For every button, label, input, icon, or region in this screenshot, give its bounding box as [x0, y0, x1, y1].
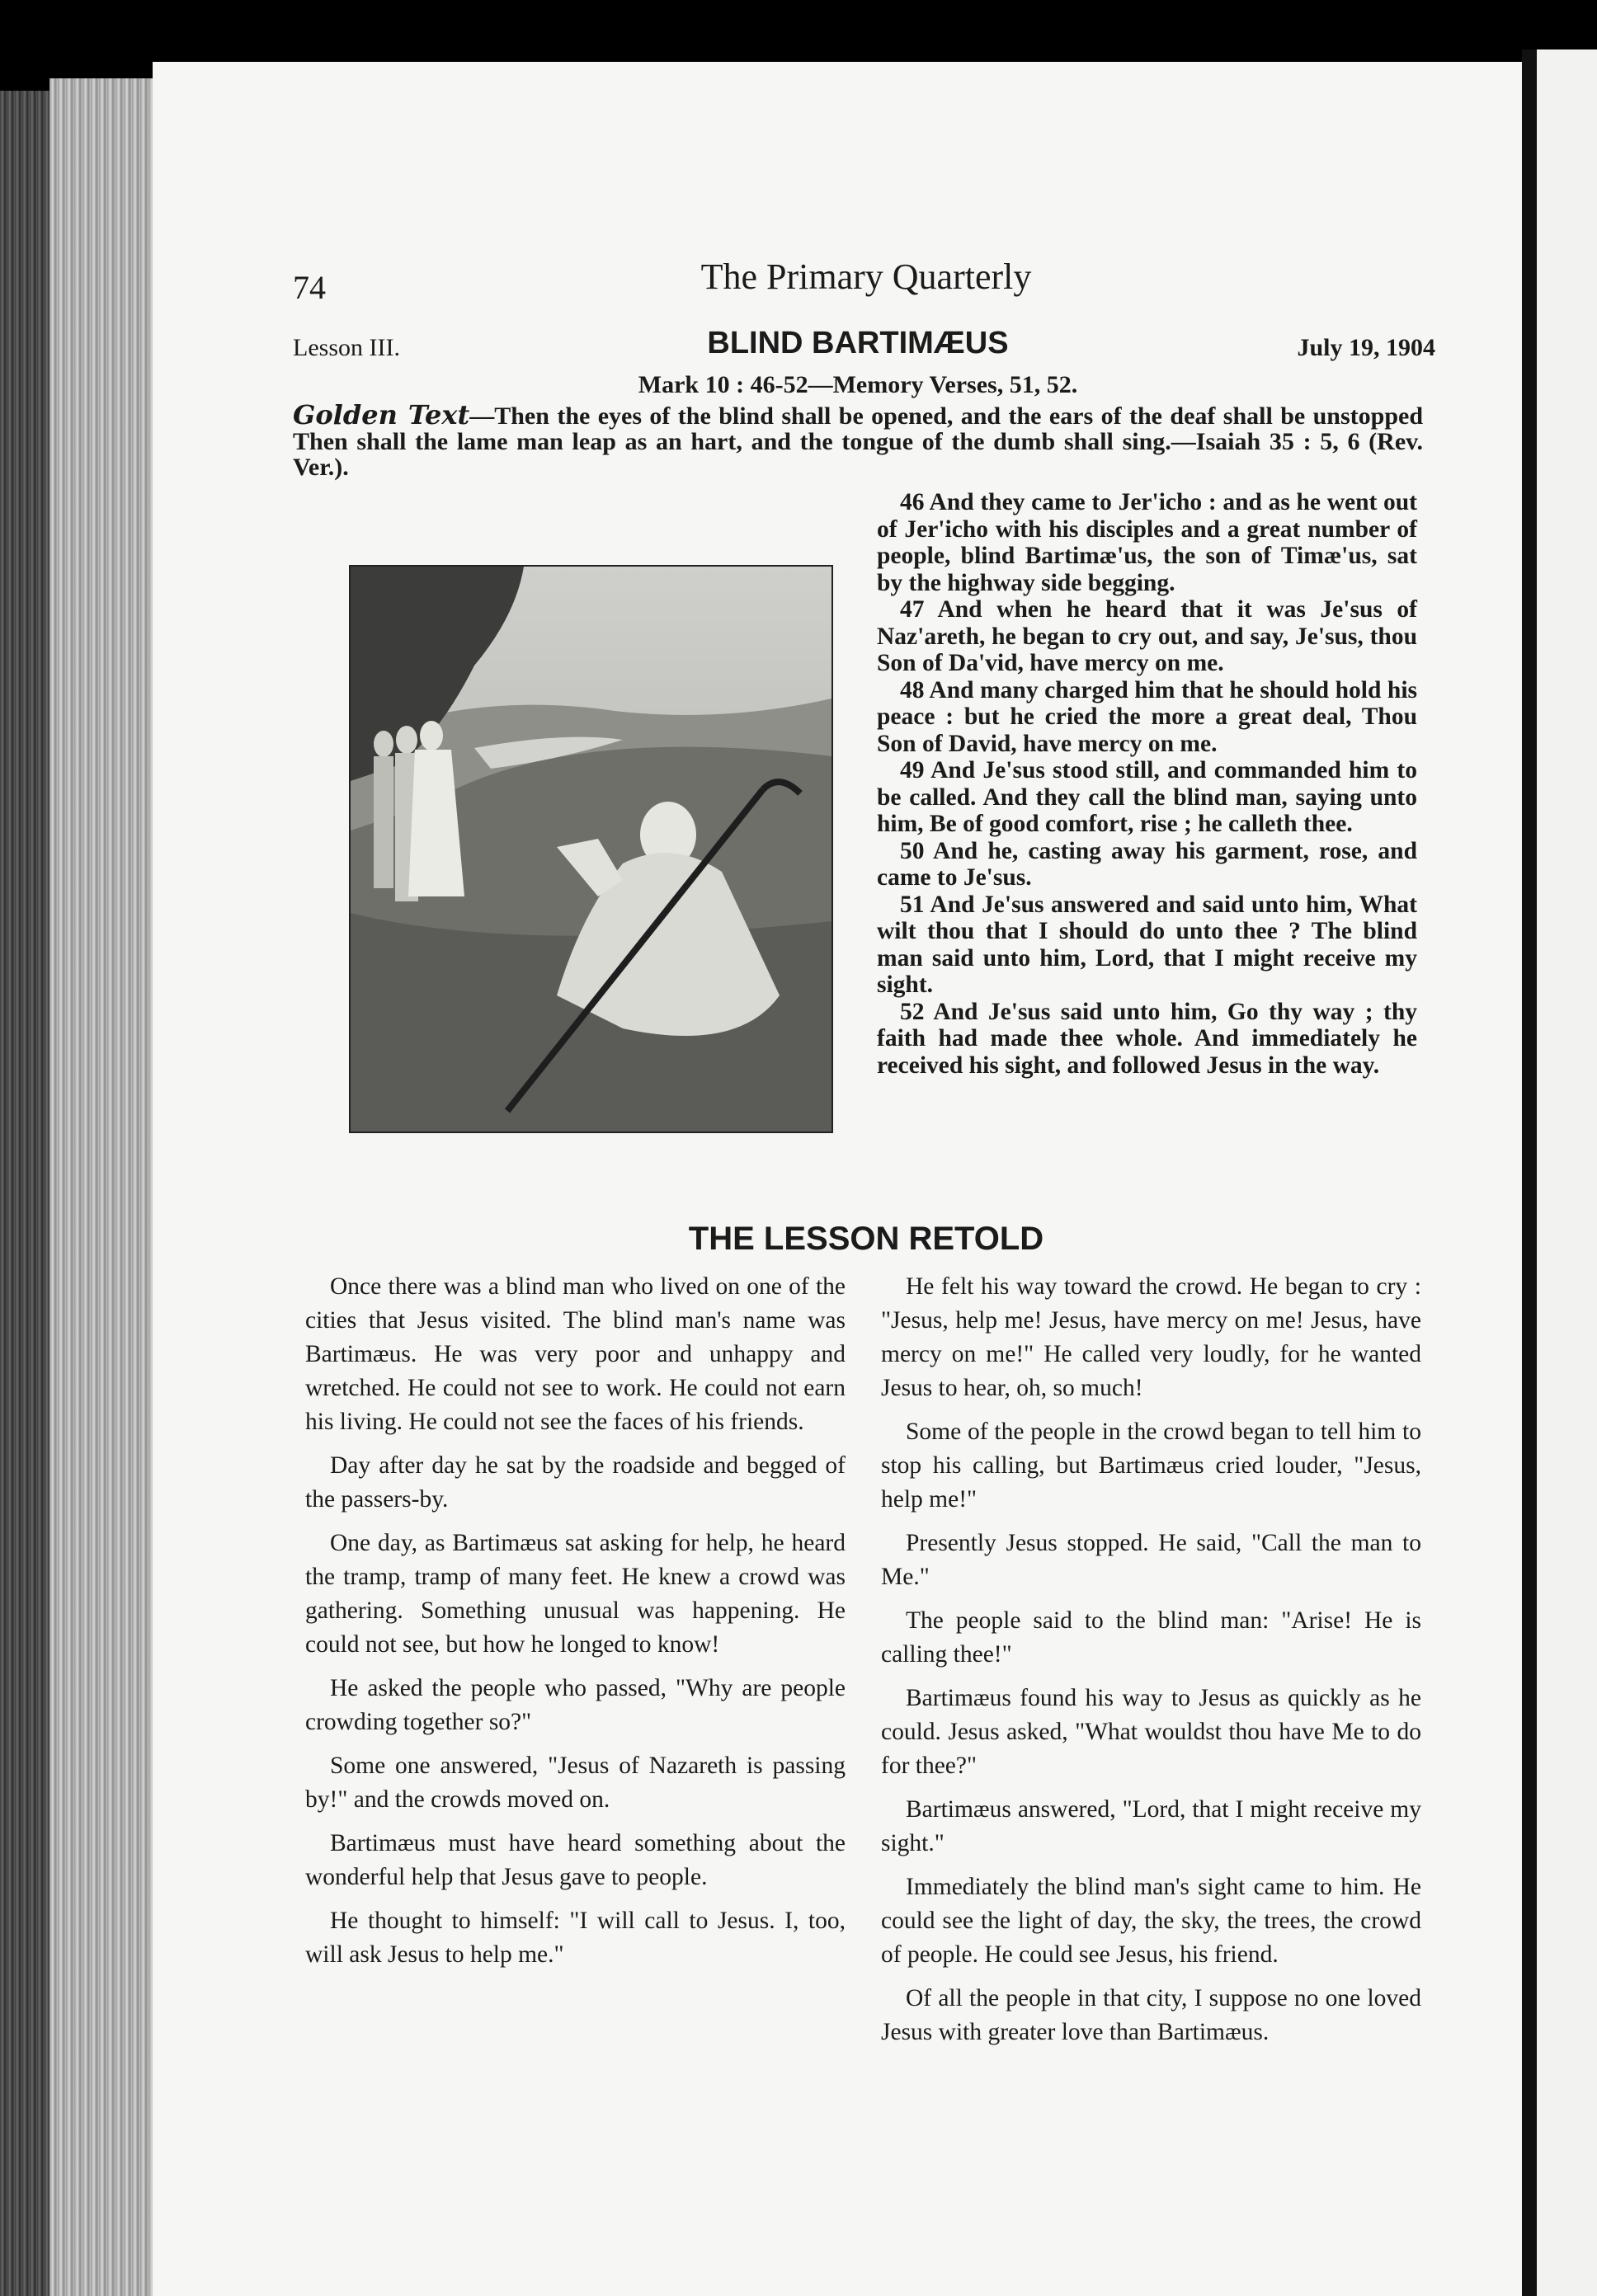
retold-paragraph: Bartimæus found his way to Jesus as quickly as he could. Jesus asked, "What wouldst thou have Me to do for thee?"	[881, 1685, 1421, 1779]
scripture-reference: Mark 10 : 46-52—Memory Verses, 51, 52.	[638, 371, 1078, 398]
lesson-title: BLIND BARTIMÆUS	[707, 326, 1009, 360]
retold-paragraph: The people said to the blind man: "Arise! He is calling thee!"	[881, 1607, 1421, 1668]
retold-paragraph: Some of the people in the crowd began to tell him to stop his calling, but Bartimæus cried louder, "Jesus, help me!"	[881, 1419, 1421, 1513]
facing-page-edge	[1537, 49, 1597, 2296]
golden-text	[293, 399, 1423, 481]
verse-49: 49 And Je'sus stood still, and commanded him to be called. And they call the blind man, saying unto him, Be of good comfort, rise ; he calleth thee.	[877, 757, 1417, 837]
lesson-label: Lesson III.	[293, 334, 400, 361]
verse-46: 46 And they came to Jer'icho : and as he went out of Jer'icho with his disciples and a great number of people, blind Bartimæ'us, the son of Timæ'us, sat by the highway side begging.	[877, 489, 1417, 596]
retold-paragraph: He felt his way toward the crowd. He began to cry : "Jesus, help me! Jesus, have mercy on me! Jesus, have mercy on me!" He called very loudly, for he wanted Jesus to hear, oh, so much!	[881, 1273, 1421, 1401]
verse-47: 47 And when he heard that it was Je'sus of Naz'areth, he began to cry out, and say, Je'sus, thou Son of Da'vid, have mercy on me.	[877, 596, 1417, 676]
golden-text-body: —Then the eyes of the blind shall be opened, and the ears of the deaf shall be unstopped Then shall the lame man leap as an hart, and the tongue of the dumb shall sing.—Isaiah 35 : 5, 6 (Rev. Ver.).	[293, 402, 1423, 481]
retold-paragraph: Bartimæus must have heard something about the wonderful help that Jesus gave to people.	[305, 1830, 846, 1890]
retold-left-column	[305, 1270, 846, 1982]
retold-paragraph: Presently Jesus stopped. He said, "Call the man to Me."	[881, 1530, 1421, 1590]
illustration-drawing	[351, 567, 831, 1132]
retold-paragraph: He thought to himself: "I will call to Jesus. I, too, will ask Jesus to help me."	[305, 1908, 846, 1968]
retold-paragraph: Day after day he sat by the roadside and begged of the passers-by.	[305, 1452, 846, 1513]
golden-text-label: Golden Text	[293, 399, 470, 430]
retold-paragraph: Of all the people in that city, I suppose no one loved Jesus with greater love than Bartimæus.	[881, 1985, 1421, 2045]
retold-paragraph: Some one answered, "Jesus of Nazareth is passing by!" and the crowds moved on.	[305, 1753, 846, 1813]
retold-paragraph: Once there was a blind man who lived on one of the cities that Jesus visited. The blind man's name was Bartimæus. He was very poor and unhappy and wretched. He could not see to work. He could not earn his living. He could not see the faces of his friends.	[305, 1273, 846, 1435]
running-title: The Primary Quarterly	[700, 256, 1032, 297]
verse-51: 51 And Je'sus answered and said unto him, What wilt thou that I should do unto thee ? The blind man said unto him, Lord, that I might receive my sight.	[877, 891, 1417, 998]
binding-gutter	[1522, 49, 1537, 2296]
verse-52: 52 And Je'sus said unto him, Go thy way ; thy faith had made thee whole. And immediately he received his sight, and followed Jesus in the way.	[877, 998, 1417, 1079]
lesson-date: July 19, 1904	[1297, 334, 1435, 361]
book-page-edges-light	[49, 78, 157, 2296]
retold-paragraph: One day, as Bartimæus sat asking for help, he heard the tramp, tramp of many feet. He knew a crowd was gathering. Something unusual was happening. He could not see, but how he longed to know!	[305, 1530, 846, 1658]
illustration-blind-bartimaeus	[349, 565, 833, 1133]
retold-paragraph: Bartimæus answered, "Lord, that I might receive my sight."	[881, 1796, 1421, 1856]
retold-paragraph: He asked the people who passed, "Why are people crowding together so?"	[305, 1675, 846, 1735]
verse-50: 50 And he, casting away his garment, rose, and came to Je'sus.	[877, 837, 1417, 891]
section-title-lesson-retold: THE LESSON RETOLD	[688, 1221, 1044, 1257]
verse-48: 48 And many charged him that he should hold his peace : but he cried the more a great deal, Thou Son of David, have mercy on me.	[877, 676, 1417, 757]
retold-right-column	[881, 1270, 1421, 2059]
retold-paragraph: Immediately the blind man's sight came to him. He could see the light of day, the sky, the trees, the crowd of people. He could see Jesus, his friend.	[881, 1874, 1421, 1968]
page-number: 74	[293, 269, 326, 306]
scripture-verses	[877, 489, 1417, 1079]
